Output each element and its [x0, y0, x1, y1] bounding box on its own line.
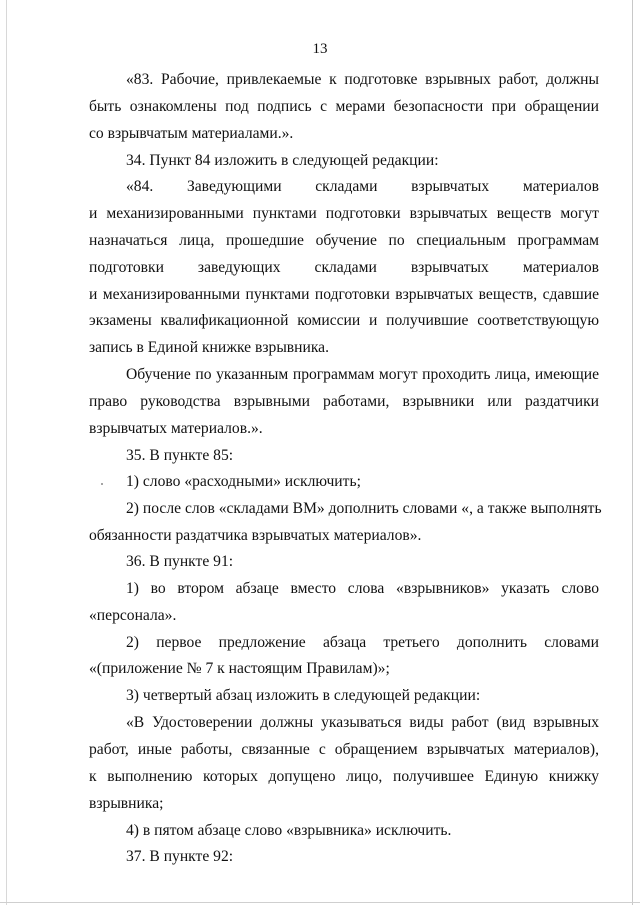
text-line: 1) слово «расходными» исключить;	[126, 473, 361, 490]
word: взрывчатых	[411, 178, 490, 195]
text-line: быть ознакомлены под подпись с мерами безопасности при обращении	[89, 98, 599, 115]
scan-edge-left	[6, 0, 7, 905]
word: складами	[315, 178, 378, 195]
text-line: работ, иные работы, связанные с обращением взрывчатых материалов),	[89, 741, 599, 758]
word: третьего	[383, 634, 440, 651]
word: предложение	[218, 634, 306, 651]
text-line: «персонала».	[89, 607, 177, 624]
text-line: взрывчатых материалов.».	[89, 420, 263, 437]
text-line: 2) после слов «складами ВМ» дополнить словами «, а также выполнять	[126, 500, 602, 517]
scan-speck	[101, 483, 103, 485]
word: Заведующими	[186, 178, 282, 195]
page-number: 13	[312, 41, 328, 57]
word: 2)	[126, 634, 139, 651]
word: материалов	[522, 178, 599, 195]
word: складами	[314, 259, 377, 276]
text-line: со взрывчатым материалами.».	[89, 125, 294, 142]
word: словами	[544, 634, 599, 651]
text-line: 34. Пункт 84 изложить в следующей редакции:	[126, 152, 439, 169]
text-line: экзамены квалификационной комиссии и получившие соответствующую	[89, 312, 599, 329]
text-line: 1) во втором абзаце вместо слова «взрывников» указать слово	[126, 580, 599, 597]
word: заведующих	[197, 259, 281, 276]
text-line-spaced	[126, 178, 599, 196]
text-line: «В Удостоверении должны указываться виды работ (вид взрывных	[126, 714, 599, 731]
text-line-spaced	[126, 634, 599, 652]
text-line: 3) четвертый абзац изложить в следующей редакции:	[126, 687, 481, 704]
text-line: взрывника;	[89, 795, 164, 812]
word: «84.	[126, 178, 154, 195]
text-line: 36. В пункте 91:	[126, 553, 234, 570]
text-line: к выполнению которых допущено лицо, получившее Единую книжку	[89, 768, 599, 785]
scan-edge-right	[632, 0, 633, 905]
word: взрывчатых	[410, 259, 489, 276]
text-line: и механизированными пунктами подготовки взрывчатых веществ могут	[89, 205, 599, 222]
text-line: Обучение по указанным программам могут проходить лица, имеющие	[126, 366, 599, 383]
text-line: назначаться лица, прошедшие обучение по специальным программам	[89, 232, 599, 249]
word: подготовки	[89, 259, 164, 276]
text-line: «(приложение № 7 к настоящим Правилам)»;	[89, 660, 390, 677]
text-line: запись в Единой книжке взрывника.	[89, 339, 330, 356]
text-line-spaced	[89, 259, 599, 277]
word: дополнить	[456, 634, 527, 651]
text-line: 4) в пятом абзаце слово «взрывника» исключить.	[126, 822, 452, 839]
text-line: 37. В пункте 92:	[126, 848, 234, 865]
word: материалов	[522, 259, 599, 276]
text-line: право руководства взрывными работами, взрывники или раздатчики	[89, 393, 599, 410]
word: абзаца	[322, 634, 367, 651]
text-line: и механизированными пунктами подготовки взрывчатых веществ, сдавшие	[89, 286, 599, 303]
word: первое	[156, 634, 202, 651]
text-line: обязанности раздатчика взрывчатых материалов».	[89, 527, 422, 544]
text-line: 35. В пункте 85:	[126, 447, 234, 464]
text-line: «83. Рабочие, привлекаемые к подготовке взрывных работ, должны	[126, 71, 599, 88]
scan-edge-bottom	[0, 902, 640, 903]
